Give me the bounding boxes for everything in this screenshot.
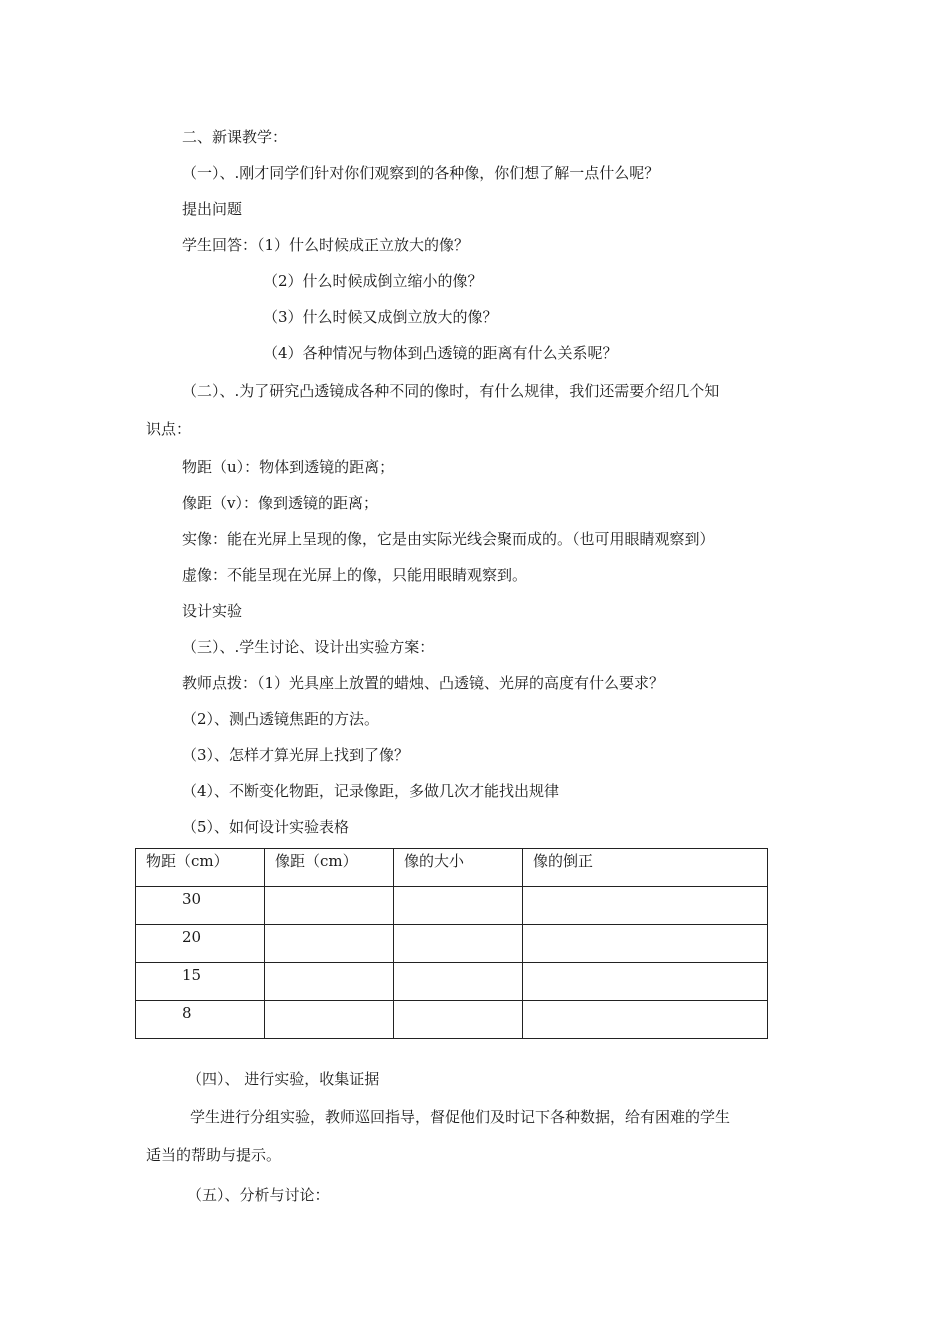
part2-heading-line1: （二）、.为了研究凸透镜成各种不同的像时，有什么规律，我们还需要介绍几个知 xyxy=(182,382,720,400)
table-header-cell: 像距（cm） xyxy=(265,849,394,887)
teacher-tip-5: （5）、如何设计实验表格 xyxy=(182,818,350,836)
table-cell xyxy=(394,963,523,1001)
teacher-tip-2: （2）、测凸透镜焦距的方法。 xyxy=(182,710,380,728)
table-cell: 30 xyxy=(136,887,265,925)
table-cell xyxy=(265,1001,394,1039)
part4-paragraph-line2: 适当的帮助与提示。 xyxy=(146,1146,282,1164)
part1-heading: （一）、.刚才同学们针对你们观察到的各种像，你们想了解一点什么呢？ xyxy=(182,164,660,182)
table-cell xyxy=(523,925,768,963)
table-header-cell: 像的大小 xyxy=(394,849,523,887)
part4-paragraph-line1: 学生进行分组实验，教师巡回指导，督促他们及时记下各种数据，给有困难的学生 xyxy=(190,1108,731,1126)
table-cell: 15 xyxy=(136,963,265,1001)
table-header-cell: 像的倒正 xyxy=(523,849,768,887)
student-answer-4: （4）各种情况与物体到凸透镜的距离有什么关系呢？ xyxy=(263,344,618,362)
student-answer-1: 学生回答：（1）什么时候成正立放大的像？ xyxy=(182,236,470,254)
student-answer-3: （3）什么时候又成倒立放大的像？ xyxy=(263,308,498,326)
table-cell xyxy=(394,1001,523,1039)
teacher-tip-4: （4）、不断变化物距，记录像距，多做几次才能找出规律 xyxy=(182,782,560,800)
table-cell xyxy=(523,1001,768,1039)
table-cell xyxy=(265,963,394,1001)
table-cell xyxy=(394,887,523,925)
design-experiment-label: 设计实验 xyxy=(182,602,243,620)
experiment-table xyxy=(135,848,768,1039)
table-cell xyxy=(265,887,394,925)
table-cell xyxy=(523,887,768,925)
definition-image-distance: 像距（v）：像到透镜的距离； xyxy=(182,494,378,512)
definition-object-distance: 物距（u）：物体到透镜的距离； xyxy=(182,458,395,476)
table-cell: 8 xyxy=(136,1001,265,1039)
table-cell xyxy=(394,925,523,963)
part3-heading: （三）、.学生讨论、设计出实验方案： xyxy=(182,638,435,656)
raise-question-label: 提出问题 xyxy=(182,200,243,218)
student-answer-2: （2）什么时候成倒立缩小的像？ xyxy=(263,272,483,290)
teacher-tip-1: 教师点拨：（1）光具座上放置的蜡烛、凸透镜、光屏的高度有什么要求？ xyxy=(182,674,665,692)
definition-virtual-image: 虚像：不能呈现在光屏上的像，只能用眼睛观察到。 xyxy=(182,566,528,584)
table-header-cell: 物距（cm） xyxy=(136,849,265,887)
table-row xyxy=(136,963,768,1001)
table-row xyxy=(136,925,768,963)
table-header-row xyxy=(136,849,768,887)
section-title: 二、新课教学： xyxy=(182,128,288,146)
table-cell xyxy=(523,963,768,1001)
part2-heading-line2: 识点： xyxy=(146,420,192,438)
part4-heading: （四）、 进行实验，收集证据 xyxy=(187,1070,380,1088)
part5-heading: （五）、分析与讨论： xyxy=(187,1186,330,1204)
table-cell: 20 xyxy=(136,925,265,963)
teacher-tip-3: （3）、怎样才算光屏上找到了像？ xyxy=(182,746,410,764)
table-cell xyxy=(265,925,394,963)
definition-real-image: 实像：能在光屏上呈现的像，它是由实际光线会聚而成的。（也可用眼睛观察到） xyxy=(182,530,715,548)
table-row xyxy=(136,887,768,925)
table-row xyxy=(136,1001,768,1039)
